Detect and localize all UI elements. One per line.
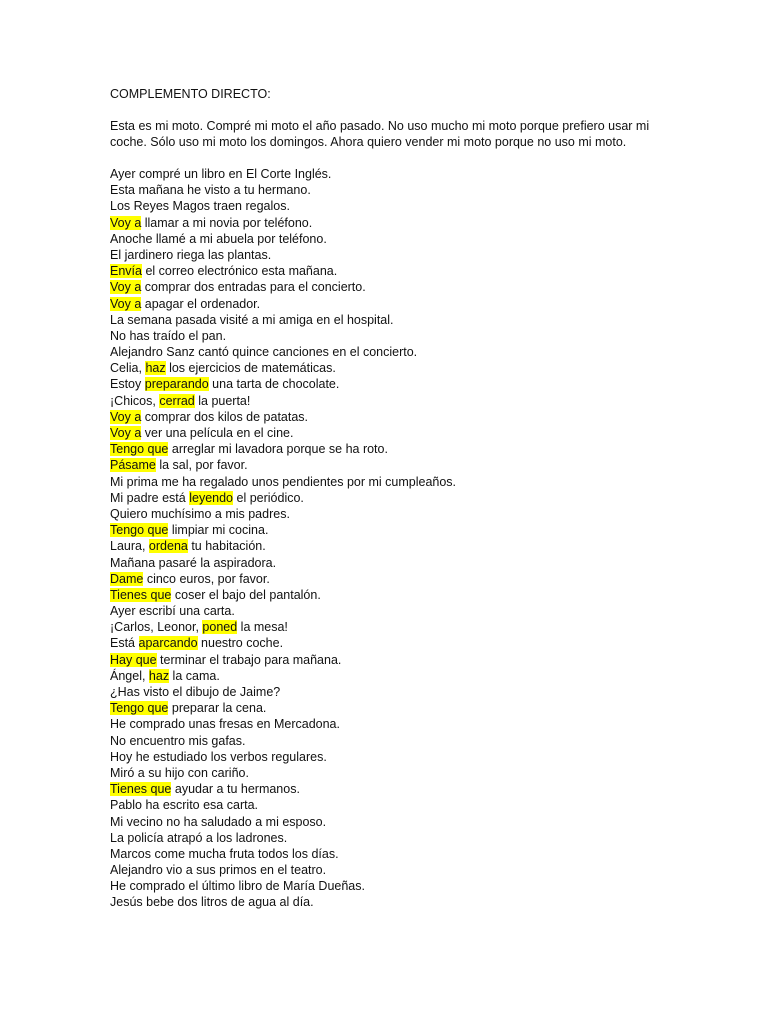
sentence-line (110, 198, 670, 214)
highlighted-phrase: Dame (110, 571, 144, 586)
sentence-line (110, 765, 670, 781)
sentence-text: ¡Chicos, (110, 393, 160, 408)
sentence-text: la puerta! (194, 393, 251, 408)
sentence-line (110, 474, 670, 490)
sentence-line (110, 619, 670, 635)
highlighted-phrase: Pásame (110, 458, 156, 473)
sentence-text: tu habitación. (187, 539, 266, 554)
sentence-line (110, 279, 670, 295)
sentence-line (110, 506, 670, 522)
sentence-line (110, 263, 670, 279)
sentence-text: He comprado el último libro de María Dueñas. (110, 879, 365, 894)
sentence-line (110, 846, 670, 862)
sentence-text: el correo electrónico esta mañana. (141, 264, 338, 279)
highlighted-phrase: cerrad (159, 393, 195, 408)
highlighted-phrase: aparcando (138, 636, 198, 651)
highlighted-phrase: leyendo (189, 490, 234, 505)
sentence-line (110, 247, 670, 263)
sentence-line (110, 668, 670, 684)
sentence-text: Miró a su hijo con cariño. (110, 765, 249, 780)
sentence-line (110, 393, 670, 409)
sentence-line (110, 182, 670, 198)
sentence-text: Estoy (110, 377, 145, 392)
highlighted-phrase: Voy a (110, 215, 142, 230)
sentence-line (110, 312, 670, 328)
sentence-line (110, 733, 670, 749)
sentence-text: Mi padre está (110, 490, 190, 505)
sentence-line (110, 635, 670, 651)
sentence-text: coser el bajo del pantalón. (171, 587, 321, 602)
sentence-line (110, 425, 670, 441)
sentence-text: Pablo ha escrito esa carta. (110, 798, 258, 813)
sentence-text: la cama. (169, 668, 220, 683)
document-heading: COMPLEMENTO DIRECTO: (110, 87, 271, 101)
sentence-text: Los Reyes Magos traen regalos. (110, 199, 290, 214)
sentence-text: Jesús bebe dos litros de agua al día. (110, 895, 314, 910)
sentence-line (110, 441, 670, 457)
sentence-text: Marcos come mucha fruta todos los días. (110, 846, 339, 861)
sentence-text: Celia, (110, 361, 146, 376)
highlighted-phrase: Voy a (110, 280, 142, 295)
sentence-line (110, 587, 670, 603)
sentence-line (110, 166, 670, 182)
sentence-line (110, 409, 670, 425)
sentence-text: Está (110, 636, 139, 651)
document-page (110, 86, 670, 911)
highlighted-phrase: Tengo que (110, 442, 169, 457)
sentence-text: Mi vecino no ha saludado a mi esposo. (110, 814, 327, 829)
sentence-text: Ayer escribí una carta. (110, 604, 235, 619)
highlighted-phrase: Voy a (110, 426, 142, 440)
highlighted-phrase: Voy a (110, 409, 142, 424)
sentence-line (110, 296, 670, 312)
sentence-text: No encuentro mis gafas. (110, 733, 246, 748)
sentence-list (110, 166, 670, 911)
highlighted-phrase: Envía (110, 264, 142, 279)
highlighted-phrase: Tengo que (110, 701, 169, 716)
sentence-line (110, 344, 670, 360)
sentence-line (110, 862, 670, 878)
sentence-line (110, 538, 670, 554)
sentence-line (110, 490, 670, 506)
sentence-text: cinco euros, por favor. (143, 571, 270, 586)
sentence-text: ayudar a tu hermanos. (171, 782, 300, 797)
highlighted-phrase: Tienes que (110, 587, 172, 602)
sentence-text: la sal, por favor. (155, 458, 248, 473)
sentence-text: Ángel, (110, 668, 149, 683)
highlighted-phrase: Tienes que (110, 782, 172, 797)
sentence-text: Alejandro Sanz cantó quince canciones en el concierto. (110, 345, 418, 360)
sentence-line (110, 749, 670, 765)
highlighted-phrase: haz (145, 361, 166, 376)
sentence-text: El jardinero riega las plantas. (110, 247, 272, 262)
highlighted-phrase: haz (148, 668, 170, 683)
sentence-line (110, 830, 670, 846)
sentence-text: La semana pasada visité a mi amiga en el hospital. (110, 312, 394, 327)
sentence-text: limpiar mi cocina. (168, 523, 269, 538)
sentence-text: comprar dos kilos de patatas. (141, 409, 309, 424)
sentence-line (110, 814, 670, 830)
sentence-text: comprar dos entradas para el concierto. (141, 280, 366, 295)
intro-paragraph: Esta es mi moto. Compré mi moto el año pasado. No uso mucho mi moto porque prefiero usar mi coche. Sólo uso mi moto los domingos. Ahora quiero vender mi moto porque no uso mi moto. (110, 119, 650, 149)
highlighted-phrase: poned (202, 620, 238, 635)
sentence-text: la mesa! (237, 620, 288, 635)
sentence-text: apagar el ordenador. (141, 296, 261, 311)
sentence-line (110, 781, 670, 797)
sentence-text: Mañana pasaré la aspiradora. (110, 555, 277, 570)
sentence-line (110, 878, 670, 894)
sentence-text: arreglar mi lavadora porque se ha roto. (168, 442, 388, 457)
sentence-text: La policía atrapó a los ladrones. (110, 830, 288, 845)
sentence-line (110, 215, 670, 231)
sentence-text: Alejandro vio a sus primos en el teatro. (110, 863, 327, 878)
sentence-text: llamar a mi novia por teléfono. (141, 215, 313, 230)
sentence-line (110, 522, 670, 538)
sentence-text: Ayer compré un libro en El Corte Inglés. (110, 167, 332, 181)
sentence-text: Anoche llamé a mi abuela por teléfono. (110, 231, 327, 246)
sentence-text: Esta mañana he visto a tu hermano. (110, 183, 311, 198)
sentence-text: los ejercicios de matemáticas. (165, 361, 336, 376)
highlighted-phrase: Tengo que (110, 523, 169, 538)
sentence-line (110, 652, 670, 668)
highlighted-phrase: ordena (148, 539, 188, 554)
sentence-line (110, 684, 670, 700)
sentence-text: Laura, (110, 539, 149, 554)
sentence-text: nuestro coche. (197, 636, 284, 651)
sentence-text: Mi prima me ha regalado unos pendientes por mi cumpleaños. (110, 474, 457, 489)
sentence-text: preparar la cena. (168, 701, 267, 716)
sentence-line (110, 571, 670, 587)
highlighted-phrase: Voy a (110, 296, 142, 311)
sentence-line (110, 603, 670, 619)
sentence-text: He comprado unas fresas en Mercadona. (110, 717, 340, 732)
sentence-text: Hoy he estudiado los verbos regulares. (110, 749, 327, 764)
sentence-line (110, 716, 670, 732)
sentence-line (110, 894, 670, 910)
sentence-text: el periódico. (233, 490, 304, 505)
sentence-line (110, 360, 670, 376)
highlighted-phrase: Hay que (110, 652, 157, 667)
sentence-line (110, 457, 670, 473)
sentence-line (110, 231, 670, 247)
sentence-text: ¡Carlos, Leonor, (110, 620, 203, 635)
sentence-line (110, 797, 670, 813)
sentence-text: No has traído el pan. (110, 328, 227, 343)
sentence-text: Quiero muchísimo a mis padres. (110, 506, 290, 521)
sentence-text: terminar el trabajo para mañana. (156, 652, 342, 667)
sentence-line (110, 555, 670, 571)
sentence-line (110, 328, 670, 344)
sentence-text: ¿Has visto el dibujo de Jaime? (110, 685, 281, 699)
sentence-text: una tarta de chocolate. (208, 377, 340, 392)
sentence-line (110, 376, 670, 392)
highlighted-phrase: preparando (144, 377, 209, 392)
sentence-text: ver una película en el cine. (141, 426, 294, 440)
sentence-line (110, 700, 670, 716)
